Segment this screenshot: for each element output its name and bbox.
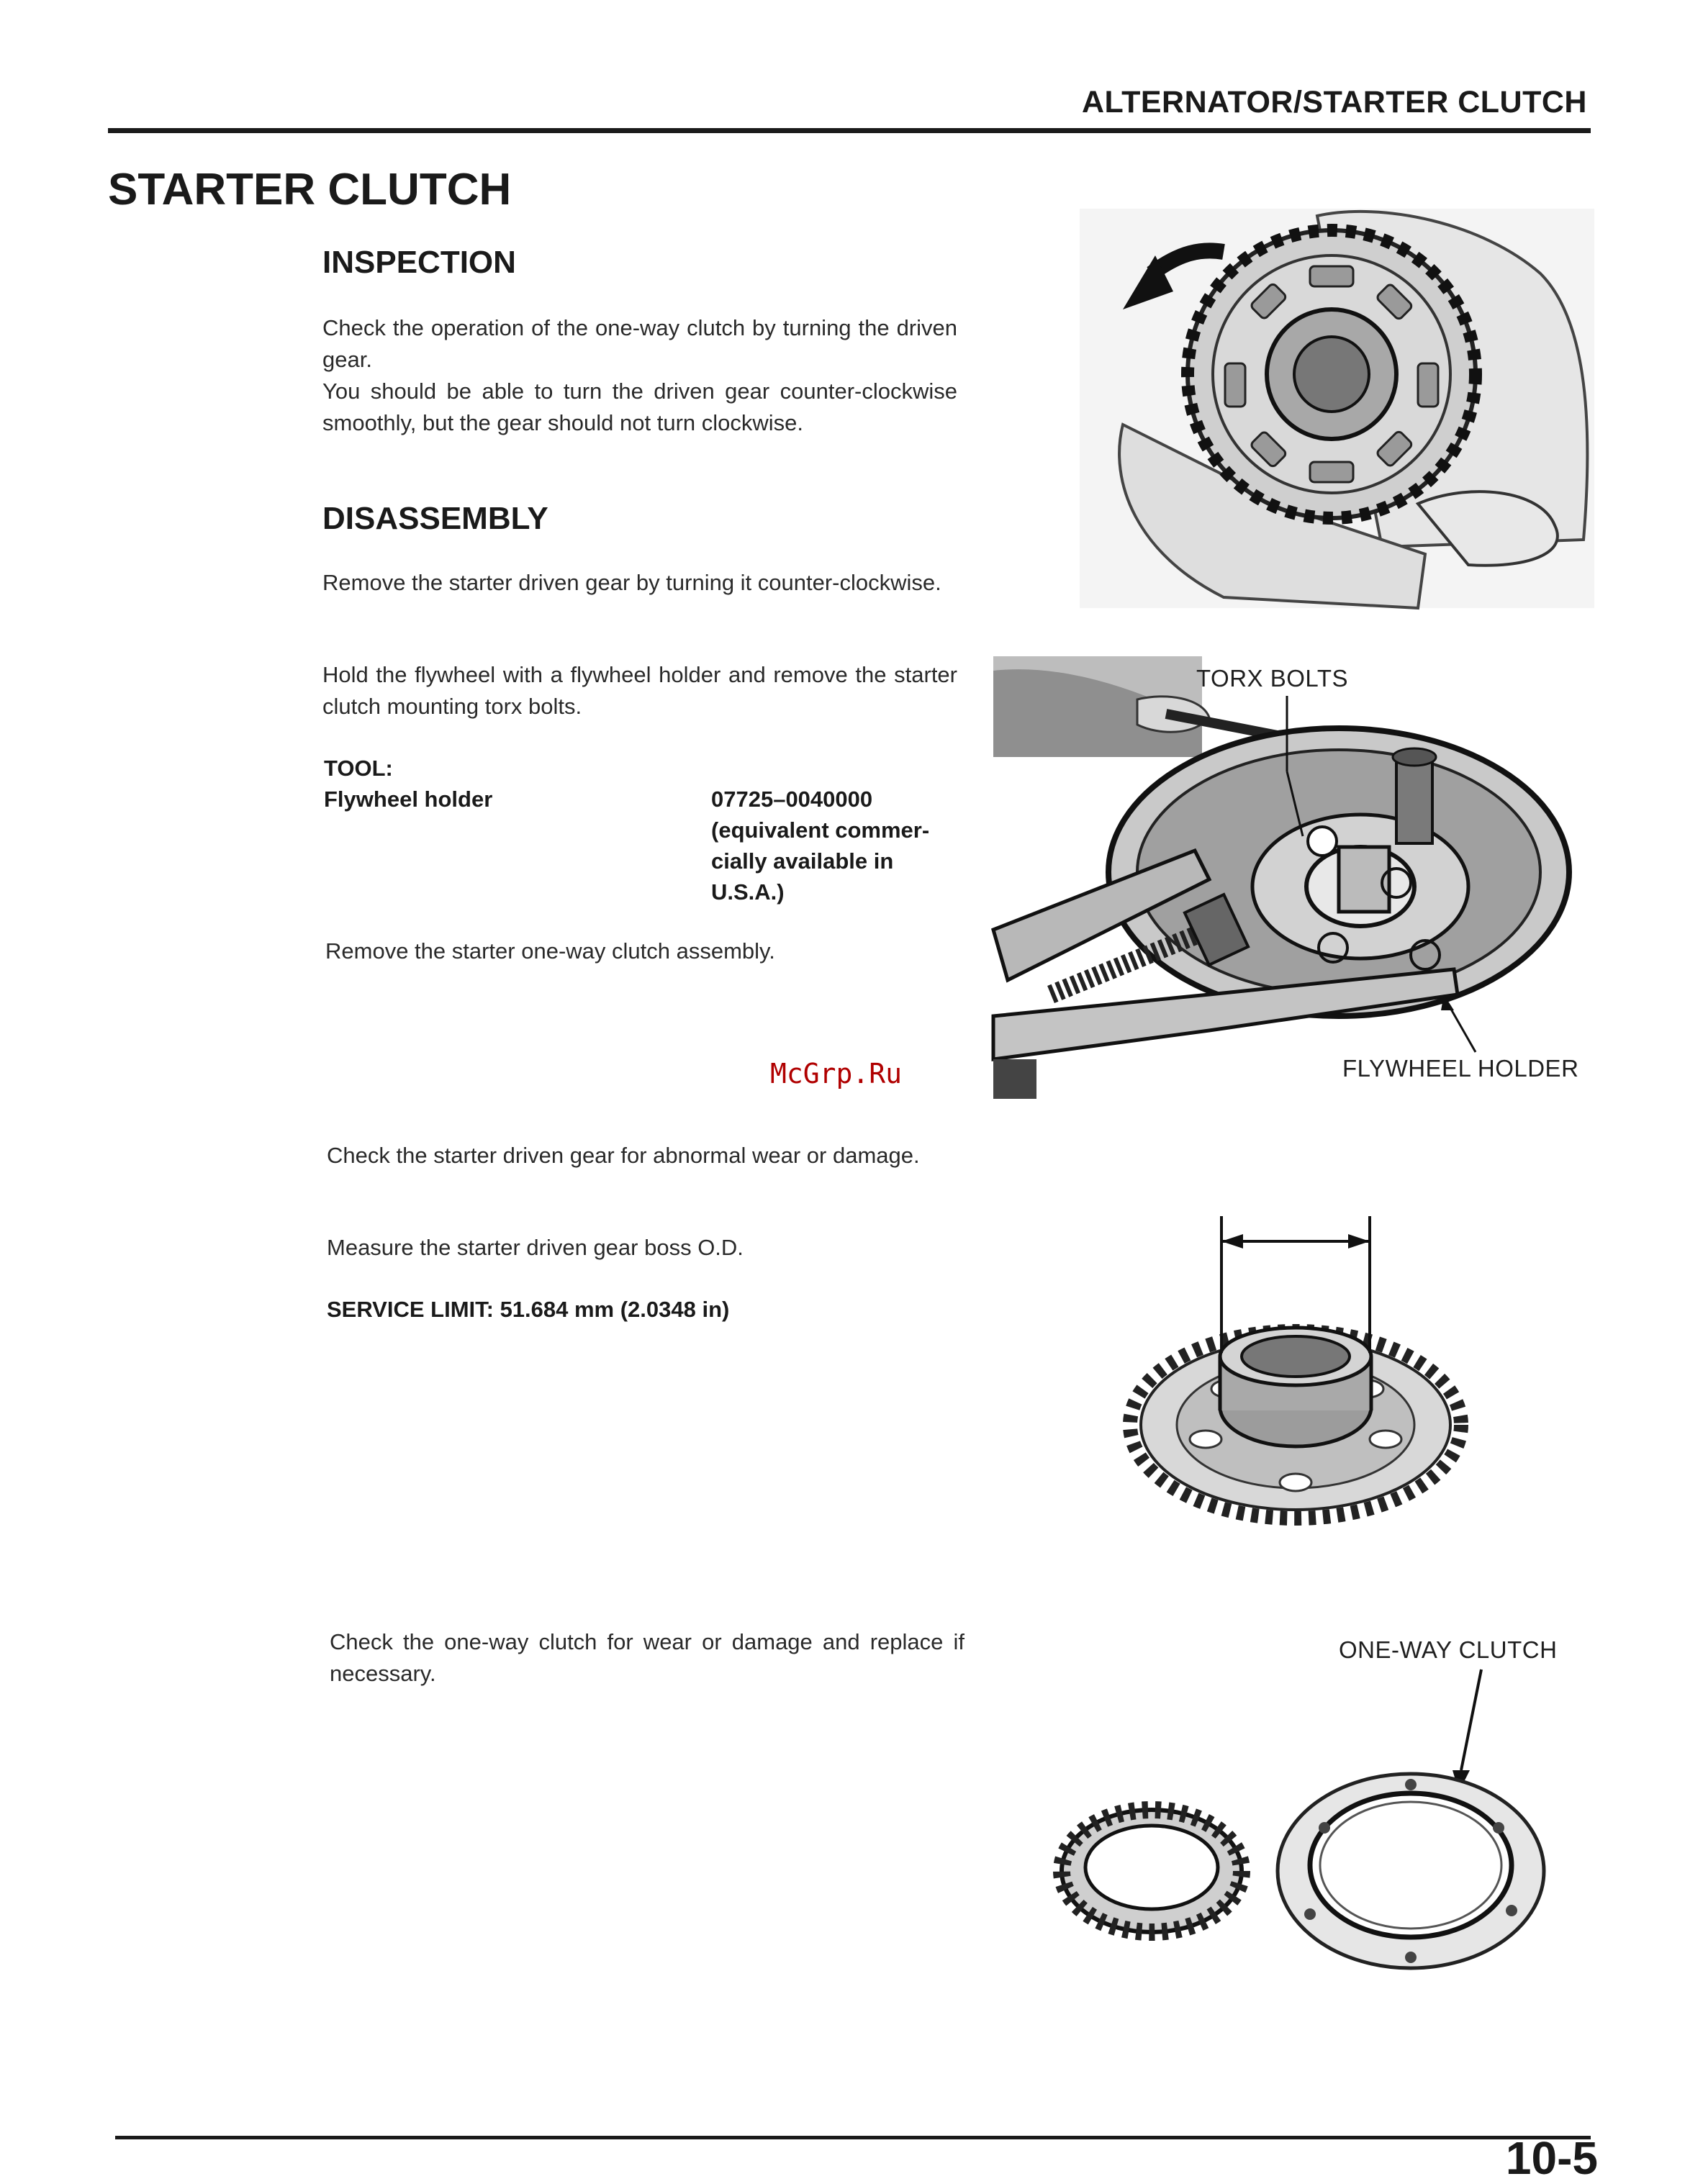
watermark: McGrp.Ru bbox=[770, 1058, 903, 1089]
caption-one-way-clutch: ONE-WAY CLUTCH bbox=[1339, 1636, 1558, 1663]
disassembly-heading: DISASSEMBLY bbox=[322, 501, 548, 536]
tool-note-line-2: cially available in bbox=[711, 848, 894, 874]
tool-name: Flywheel holder bbox=[324, 787, 493, 812]
tool-note-line-3: U.S.A.) bbox=[711, 879, 785, 905]
tool-note-line-1: (equivalent commer- bbox=[711, 817, 930, 843]
tool-part-number: 07725–0040000 bbox=[711, 787, 873, 812]
measure-text: Measure the starter driven gear boss O.D. bbox=[327, 1235, 744, 1260]
page-number: 10-5 bbox=[1505, 2132, 1598, 2184]
inspection-text-2: You should be able to turn the driven gear counter-clockwise smoothly, but the gear should not turn clockwise. bbox=[322, 379, 957, 435]
service-limit: SERVICE LIMIT: 51.684 mm (2.0348 in) bbox=[327, 1297, 730, 1322]
figure-flywheel-holder bbox=[993, 656, 1594, 1099]
caption-flywheel-holder: FLYWHEEL HOLDER bbox=[1342, 1055, 1579, 1082]
disassembly-text-2: Hold the flywheel with a flywheel holder and remove the starter clutch mounting torx bolts. bbox=[322, 662, 957, 719]
inspection-heading: INSPECTION bbox=[322, 245, 516, 280]
header-rule bbox=[108, 128, 1591, 133]
check-clutch-text: Check the one-way clutch for wear or damage and replace if necessary. bbox=[330, 1629, 965, 1686]
footer-rule bbox=[115, 2136, 1591, 2139]
chapter-title: ALTERNATOR/STARTER CLUTCH bbox=[1081, 85, 1587, 119]
disassembly-text-1: Remove the starter driven gear by turning it counter-clockwise. bbox=[322, 570, 941, 595]
tool-label: TOOL: bbox=[324, 756, 393, 781]
figure-turning-gear bbox=[1080, 209, 1594, 608]
check-gear-text: Check the starter driven gear for abnormal wear or damage. bbox=[327, 1143, 920, 1168]
caption-torx-bolts: TORX BOLTS bbox=[1196, 665, 1348, 692]
figure-driven-gear-measurement bbox=[1119, 1209, 1472, 1540]
section-title: STARTER CLUTCH bbox=[108, 165, 512, 214]
inspection-text-1: Check the operation of the one-way clutch by turning the driven gear. bbox=[322, 315, 957, 372]
disassembly-text-3: Remove the starter one-way clutch assembly. bbox=[325, 938, 775, 964]
figure-one-way-clutch bbox=[1058, 1662, 1555, 1972]
